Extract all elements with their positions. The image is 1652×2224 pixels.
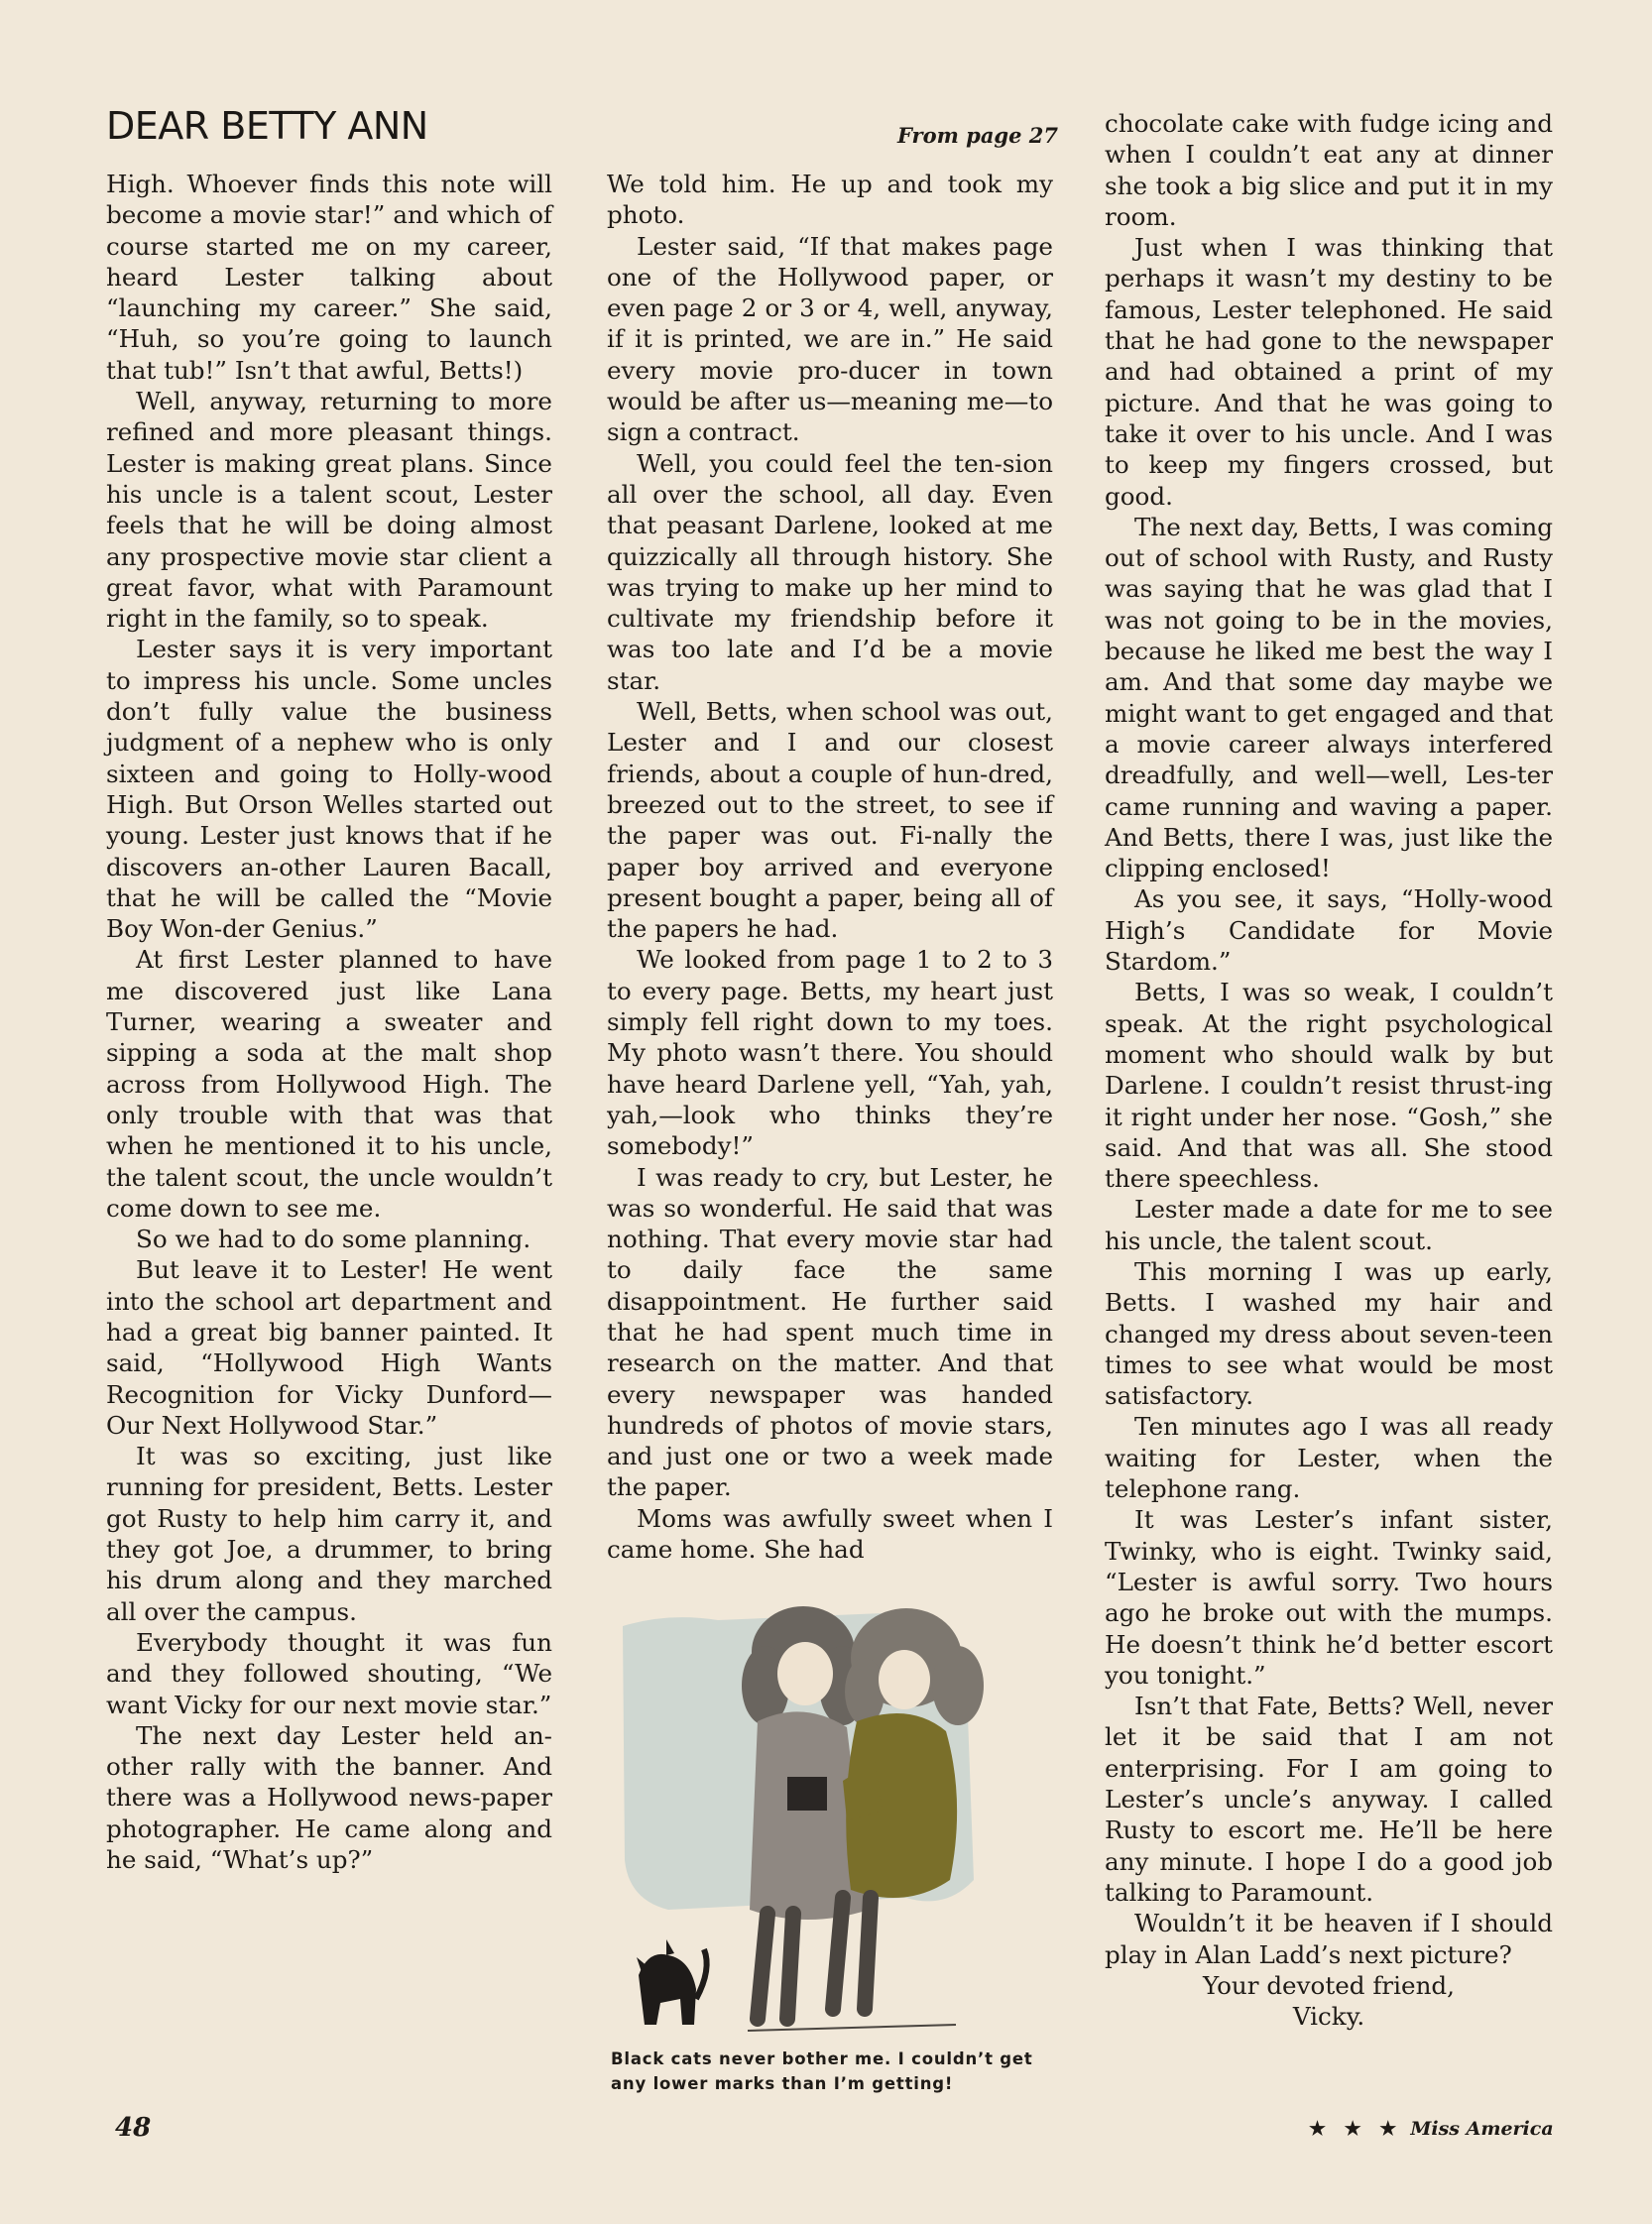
letter-signature: Vicky.: [1292, 2002, 1365, 2032]
magazine-footer: [1309, 2118, 1554, 2140]
paragraph: I was ready to cry, but Lester, he was so wonderful. He said that was nothing. That every movie star had to daily face the same disappointment. He further said that he had spent much time in research on the matter. And that every newspaper was handed hundreds of photos of movie stars, and just one or two a week made the paper.: [607, 1162, 1053, 1502]
text-column-1: [106, 169, 552, 1875]
illustration-drawing: [609, 1582, 1055, 2039]
paragraph: Lester says it is very important to impress his uncle. Some uncles don’t fully value the business judgment of a nephew who is only sixteen and going to Holly-wood High. But Orson Welles started out young. Lester just knows that if he discovers an-other Lauren Bacall, that he will be called the “Movie Boy Won-der Genius.”: [106, 635, 552, 944]
star-icons: ★ ★ ★: [1309, 2118, 1403, 2140]
paragraph: Well, you could feel the ten-sion all over the school, all day. Even that peasant Darlene, looked at me quizzically all through history. She was trying to make up her mind to cultivate my friendship before it was too late and I’d be a movie star.: [607, 448, 1053, 695]
paragraph: Well, Betts, when school was out, Lester and I and our closest friends, about a couple of hun-dred, breezed out to the street, to see if the paper was out. Fi-nally the paper boy arrived and everyone present bought a paper, being all of the papers he had.: [607, 697, 1053, 944]
paragraph: Well, anyway, returning to more refined and more pleasant things. Lester is making great plans. Since his uncle is a talent scout, Lester feels that he will be doing almost any prospective movie star client a great favor, what with Paramount right in the family, so to speak.: [106, 387, 552, 634]
article-title: DEAR BETTY ANN: [106, 104, 428, 148]
paragraph: At first Lester planned to have me discovered just like Lana Turner, wearing a sweater and sipping a soda at the malt shop across from Hollywood High. The only trouble with that was that when he mentioned it to his uncle, the talent scout, the uncle wouldn’t come down to see me.: [106, 945, 552, 1223]
page-number: 48: [115, 2113, 152, 2143]
paragraph: We told him. He up and took my photo.: [607, 170, 1053, 230]
paragraph: We looked from page 1 to 2 to 3 to every page. Betts, my heart just simply fell right down to my toes. My photo wasn’t there. You should have heard Darlene yell, “Yah, yah, yah,—look who thinks they’re somebody!”: [607, 945, 1053, 1161]
paragraph: chocolate cake with fudge icing and when I couldn’t eat any at dinner she took a big slice and put it in my room.: [1105, 109, 1553, 231]
letter-closing: Your devoted friend,: [1203, 1970, 1455, 2000]
magazine-name: Miss America: [1410, 2118, 1554, 2140]
paragraph: Everybody thought it was fun and they followed shouting, “We want Vicky for our next movie star.”: [106, 1627, 552, 1719]
paragraph: Just when I was thinking that perhaps it wasn’t my destiny to be famous, Lester telephoned. He said that he had gone to the newspaper and had obtained a print of my picture. And that he was going to take it over to his uncle. And I was to keep my fingers crossed, but good.: [1105, 233, 1553, 511]
continued-from-note: From page 27: [897, 123, 1059, 148]
paragraph: Wouldn’t it be heaven if I should play in Alan Ladd’s next picture?: [1105, 1909, 1553, 1969]
paragraph: It was so exciting, just like running for president, Betts. Lester got Rusty to help him carry it, and they got Joe, a drummer, to bring his drum along and they marched all over the campus.: [106, 1442, 552, 1626]
text-column-2: [607, 169, 1053, 1565]
paragraph: High. Whoever finds this note will become a movie star!” and which of course started me on my career, heard Lester talking about “launching my career.” She said, “Huh, so you’re going to launch that tub!” Isn’t that awful, Betts!): [106, 170, 552, 385]
illustration-caption: Black cats never bother me. I couldn’t get any lower marks than I’m getting!: [611, 2049, 1033, 2093]
paragraph: The next day, Betts, I was coming out of school with Rusty, and Rusty was saying that he was glad that I was not going to be in the movies, because he liked me best the way I am. And that some day maybe we might want to get engaged and that a movie career always interfered dreadfully, and well—well, Les-ter came running and waving a paper. And Betts, there I was, just like the clipping enclosed!: [1105, 512, 1553, 883]
paragraph: The next day Lester held an-other rally with the banner. And there was a Hollywood news-paper photographer. He came along and he said, “What’s up?”: [106, 1720, 552, 1875]
two-girls-black-cat-illustration: [609, 1582, 1055, 2039]
paragraph: It was Lester’s infant sister, Twinky, who is eight. Twinky said, “Lester is awful sorry. Two hours ago he broke out with the mumps. He doesn’t think he’d better escort you tonight.”: [1105, 1505, 1553, 1690]
paragraph: Lester made a date for me to see his uncle, the talent scout.: [1105, 1195, 1553, 1255]
paragraph: Lester said, “If that makes page one of the Hollywood paper, or even page 2 or 3 or 4, well, anyway, if it is printed, we are in.” He said every movie pro-ducer in town would be after us—meaning me—to sign a contract.: [607, 231, 1053, 447]
paragraph: So we had to do some planning.: [136, 1225, 531, 1254]
paragraph: Betts, I was so weak, I couldn’t speak. At the right psychological moment who should walk by but Darlene. I couldn’t resist thrust-ing it right under her nose. “Gosh,” she said. And that was all. She stood there speechless.: [1105, 978, 1553, 1194]
paragraph: Isn’t that Fate, Betts? Well, never let it be said that I am not enterprising. For I am going to Lester’s uncle’s anyway. I called Rusty to escort me. He’ll be here any minute. I hope I do a good job talking to Paramount.: [1105, 1692, 1553, 1907]
paragraph: This morning I was up early, Betts. I washed my hair and changed my dress about seven-teen times to see what would be most satisfactory.: [1105, 1256, 1553, 1411]
paragraph: Ten minutes ago I was all ready waiting for Lester, when the telephone rang.: [1105, 1412, 1553, 1504]
paragraph: But leave it to Lester! He went into the school art department and had a great big banner painted. It said, “Hollywood High Wants Recognition for Vicky Dunford—Our Next Hollywood Star.”: [106, 1255, 552, 1440]
paragraph: As you see, it says, “Holly-wood High’s Candidate for Movie Stardom.”: [1105, 884, 1553, 977]
paragraph: Moms was awfully sweet when I came home. She had: [607, 1503, 1053, 1565]
text-column-3: [1105, 108, 1553, 2032]
